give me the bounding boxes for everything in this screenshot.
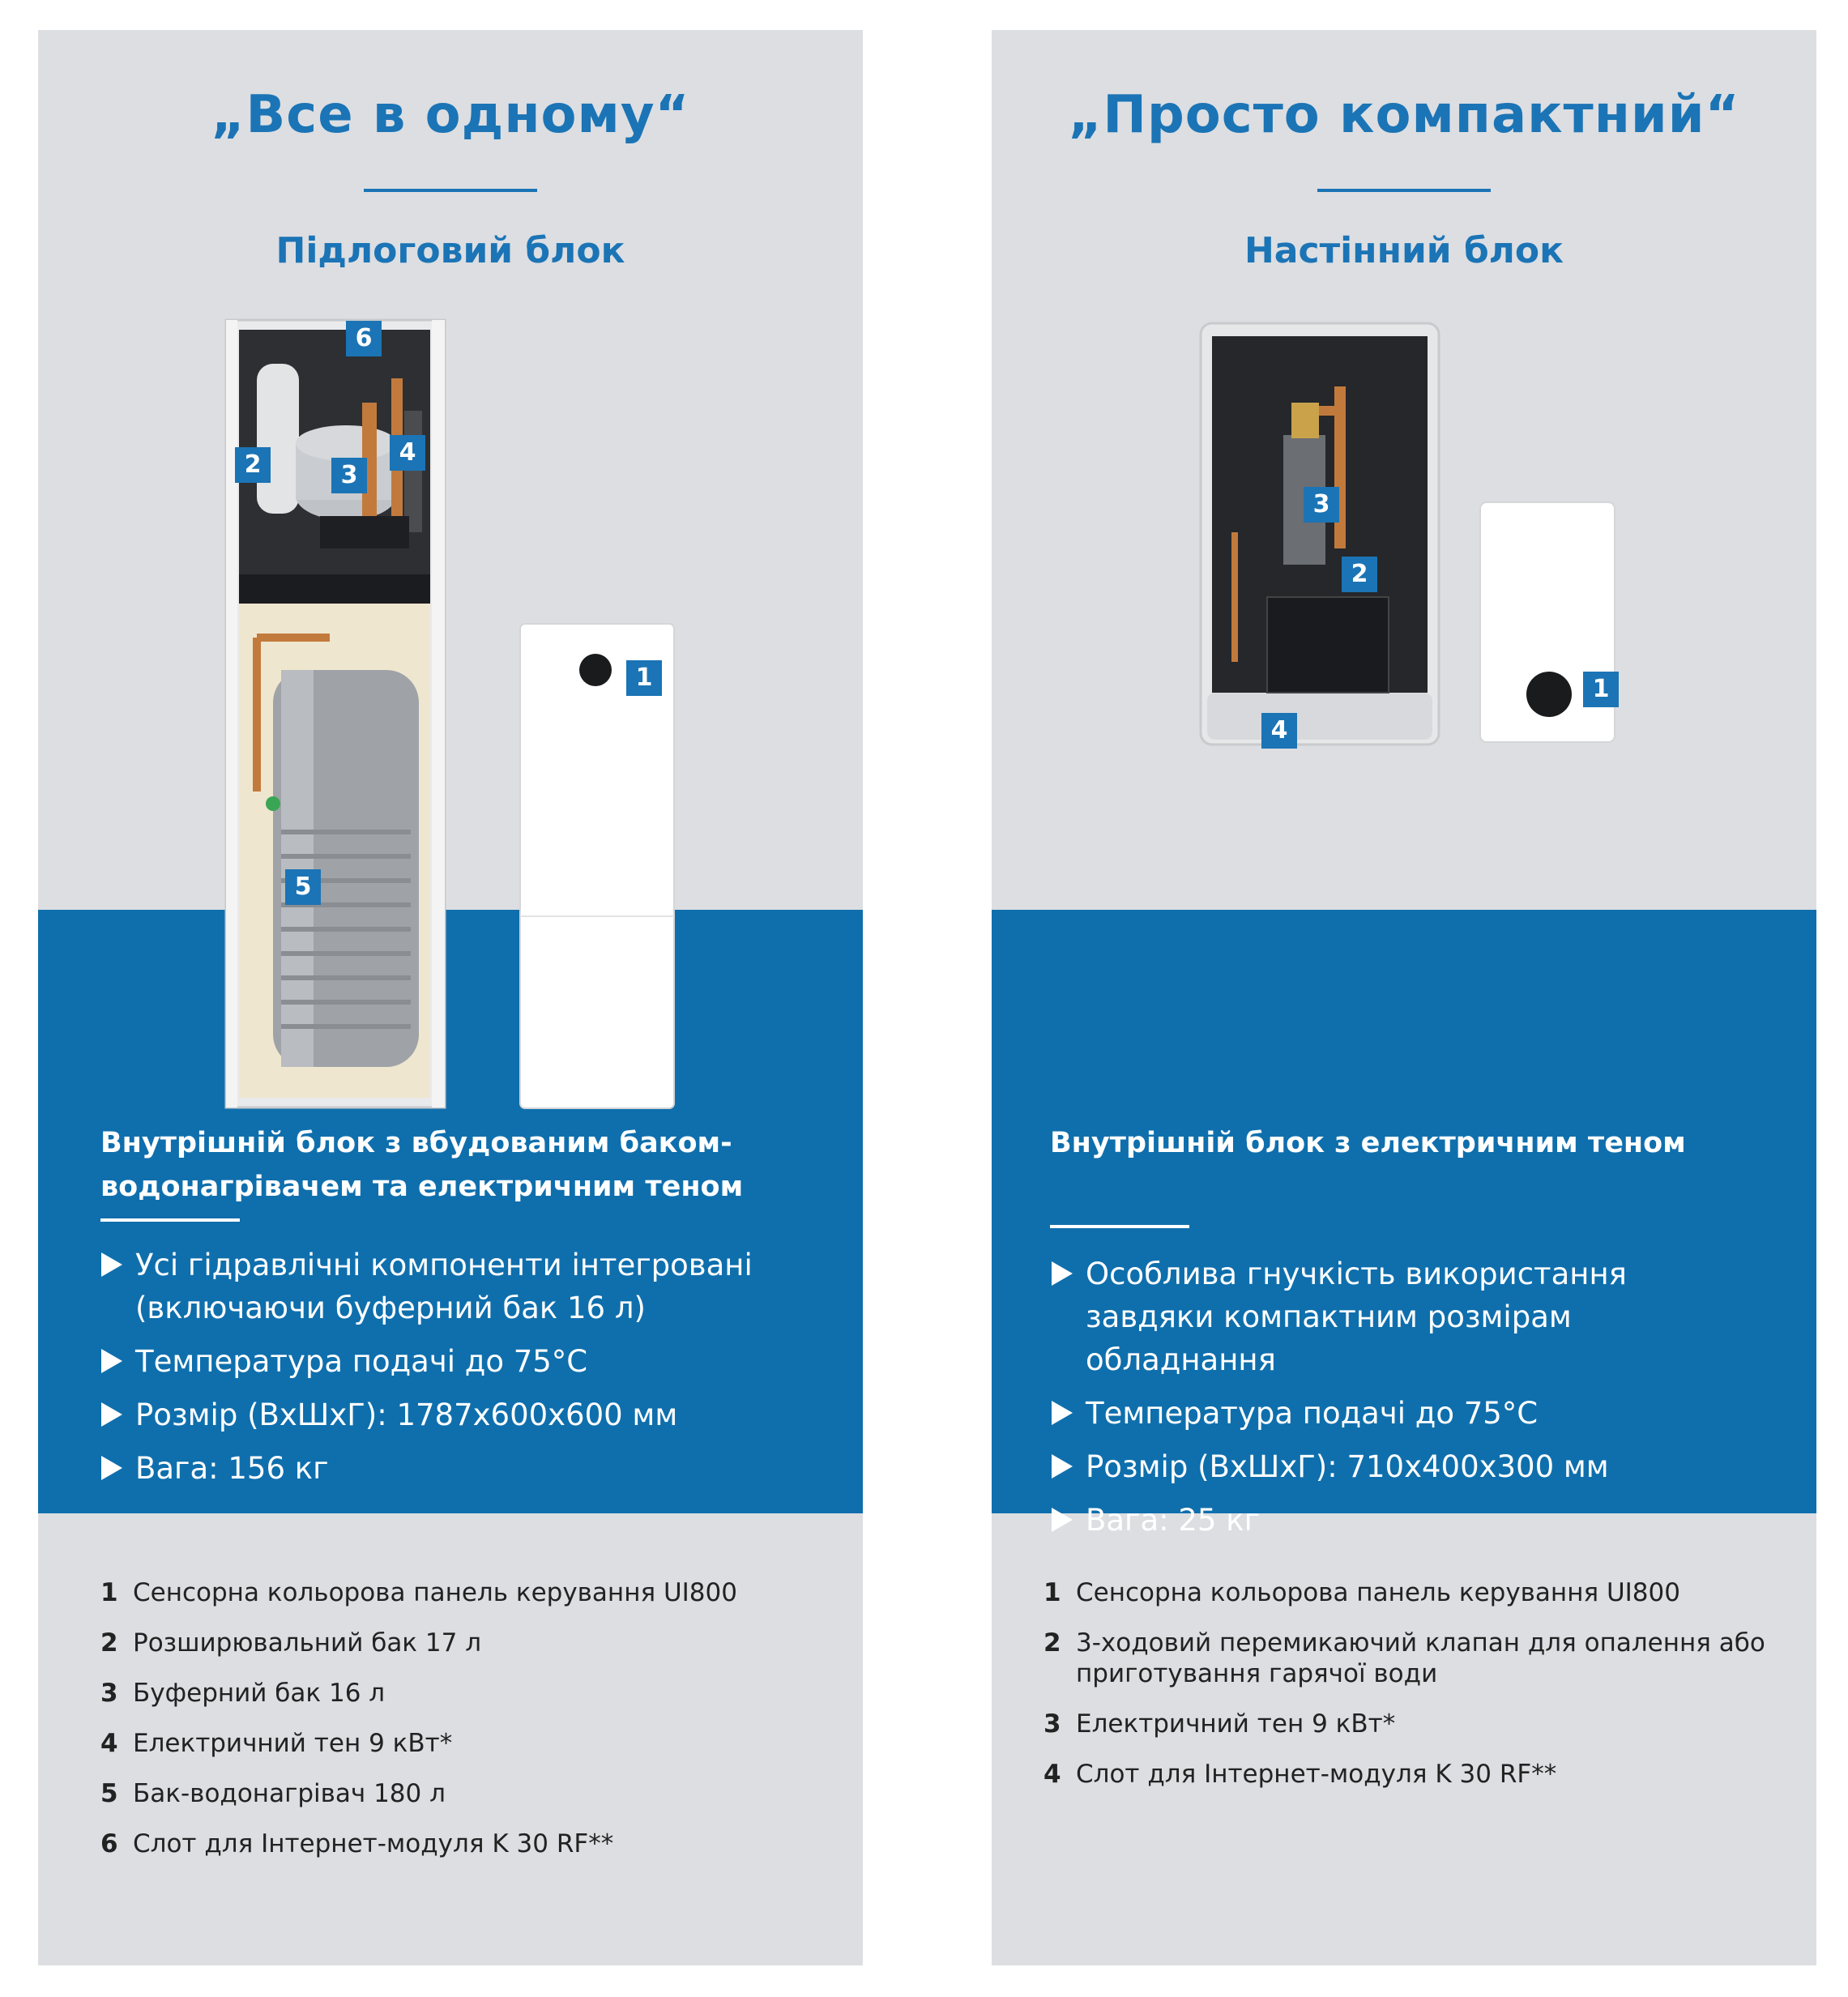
callout-1: 1 xyxy=(1583,672,1619,707)
feature-item: Вага: 156 кг xyxy=(101,1447,766,1490)
feature-item: Особлива гнучкість використання завдяки компактним розмірам обладнання xyxy=(1052,1252,1748,1381)
callout-4: 4 xyxy=(1261,713,1297,749)
callout-1: 1 xyxy=(626,660,662,696)
callout-3: 3 xyxy=(331,458,367,493)
triangle-right-icon xyxy=(1052,1508,1073,1532)
feature-list xyxy=(1052,1252,1748,1552)
triangle-right-icon xyxy=(1052,1261,1073,1286)
floor-unit-illustration xyxy=(38,30,863,1132)
part-item: 1 Сенсорна кольорова панель керування UI800 xyxy=(1044,1578,1680,1607)
feature-list xyxy=(101,1244,766,1500)
band-divider xyxy=(100,1218,240,1222)
band-divider xyxy=(1050,1225,1189,1228)
callout-3: 3 xyxy=(1304,487,1339,523)
part-item: 4 Слот для Інтернет-модуля K 30 RF** xyxy=(1044,1760,1557,1789)
triangle-right-icon xyxy=(101,1402,122,1427)
panel-title: „Все в одному“ xyxy=(211,85,690,145)
feature-item: Вага: 25 кг xyxy=(1052,1499,1748,1542)
panel-title: „Просто компактний“ xyxy=(1068,85,1740,145)
triangle-right-icon xyxy=(1052,1401,1073,1425)
feature-item: Температура подачі до 75°C xyxy=(1052,1392,1748,1435)
feature-item: Розмір (ВхШхГ): 1787x600x600 мм xyxy=(101,1393,766,1436)
panel-subtitle: Підлоговий блок xyxy=(275,230,625,271)
part-item: 5 Бак-водонагрівач 180 л xyxy=(100,1779,446,1808)
band-heading-line: Внутрішній блок з вбудованим баком- xyxy=(100,1127,732,1159)
part-item: 3 Буферний бак 16 л xyxy=(100,1679,386,1708)
part-item: 1 Сенсорна кольорова панель керування UI800 xyxy=(100,1578,737,1607)
wall-unit-illustration xyxy=(992,30,1816,840)
callout-2: 2 xyxy=(1342,557,1377,592)
parts-list xyxy=(1044,1577,1773,1809)
band-heading-line: водонагрівачем та електричним теном xyxy=(100,1171,744,1203)
triangle-right-icon xyxy=(101,1456,122,1480)
part-item: 4 Електричний тен 9 кВт* xyxy=(100,1729,453,1758)
panel-wall-unit xyxy=(992,30,1816,1965)
panel-floor-unit xyxy=(38,30,863,1965)
part-item: 6 Слот для Інтернет-модуля K 30 RF** xyxy=(100,1829,614,1858)
triangle-right-icon xyxy=(101,1252,122,1277)
part-item: 2 Розширювальний бак 17 л xyxy=(100,1628,482,1658)
feature-item: Температура подачі до 75°C xyxy=(101,1340,766,1383)
callout-6: 6 xyxy=(346,321,382,356)
band-heading xyxy=(100,1121,743,1209)
callout-4: 4 xyxy=(390,435,425,471)
feature-item: Усі гідравлічні компоненти інтегровані (включаючи буферний бак 16 л) xyxy=(101,1244,766,1329)
triangle-right-icon xyxy=(101,1349,122,1373)
triangle-right-icon xyxy=(1052,1454,1073,1479)
part-item: 2 3-ходовий перемикаючий клапан для опалення або приготування гарячої води xyxy=(1044,1628,1765,1688)
parts-list xyxy=(100,1577,830,1879)
panel-subtitle: Настінний блок xyxy=(1244,230,1564,271)
part-item: 3 Електричний тен 9 кВт* xyxy=(1044,1709,1396,1739)
callout-5: 5 xyxy=(285,869,321,905)
feature-item: Розмір (ВхШхГ): 710x400x300 мм xyxy=(1052,1445,1748,1488)
band-heading-line: Внутрішній блок з електричним теном xyxy=(1050,1127,1686,1159)
band-heading xyxy=(1050,1121,1686,1165)
callout-2: 2 xyxy=(235,447,271,483)
